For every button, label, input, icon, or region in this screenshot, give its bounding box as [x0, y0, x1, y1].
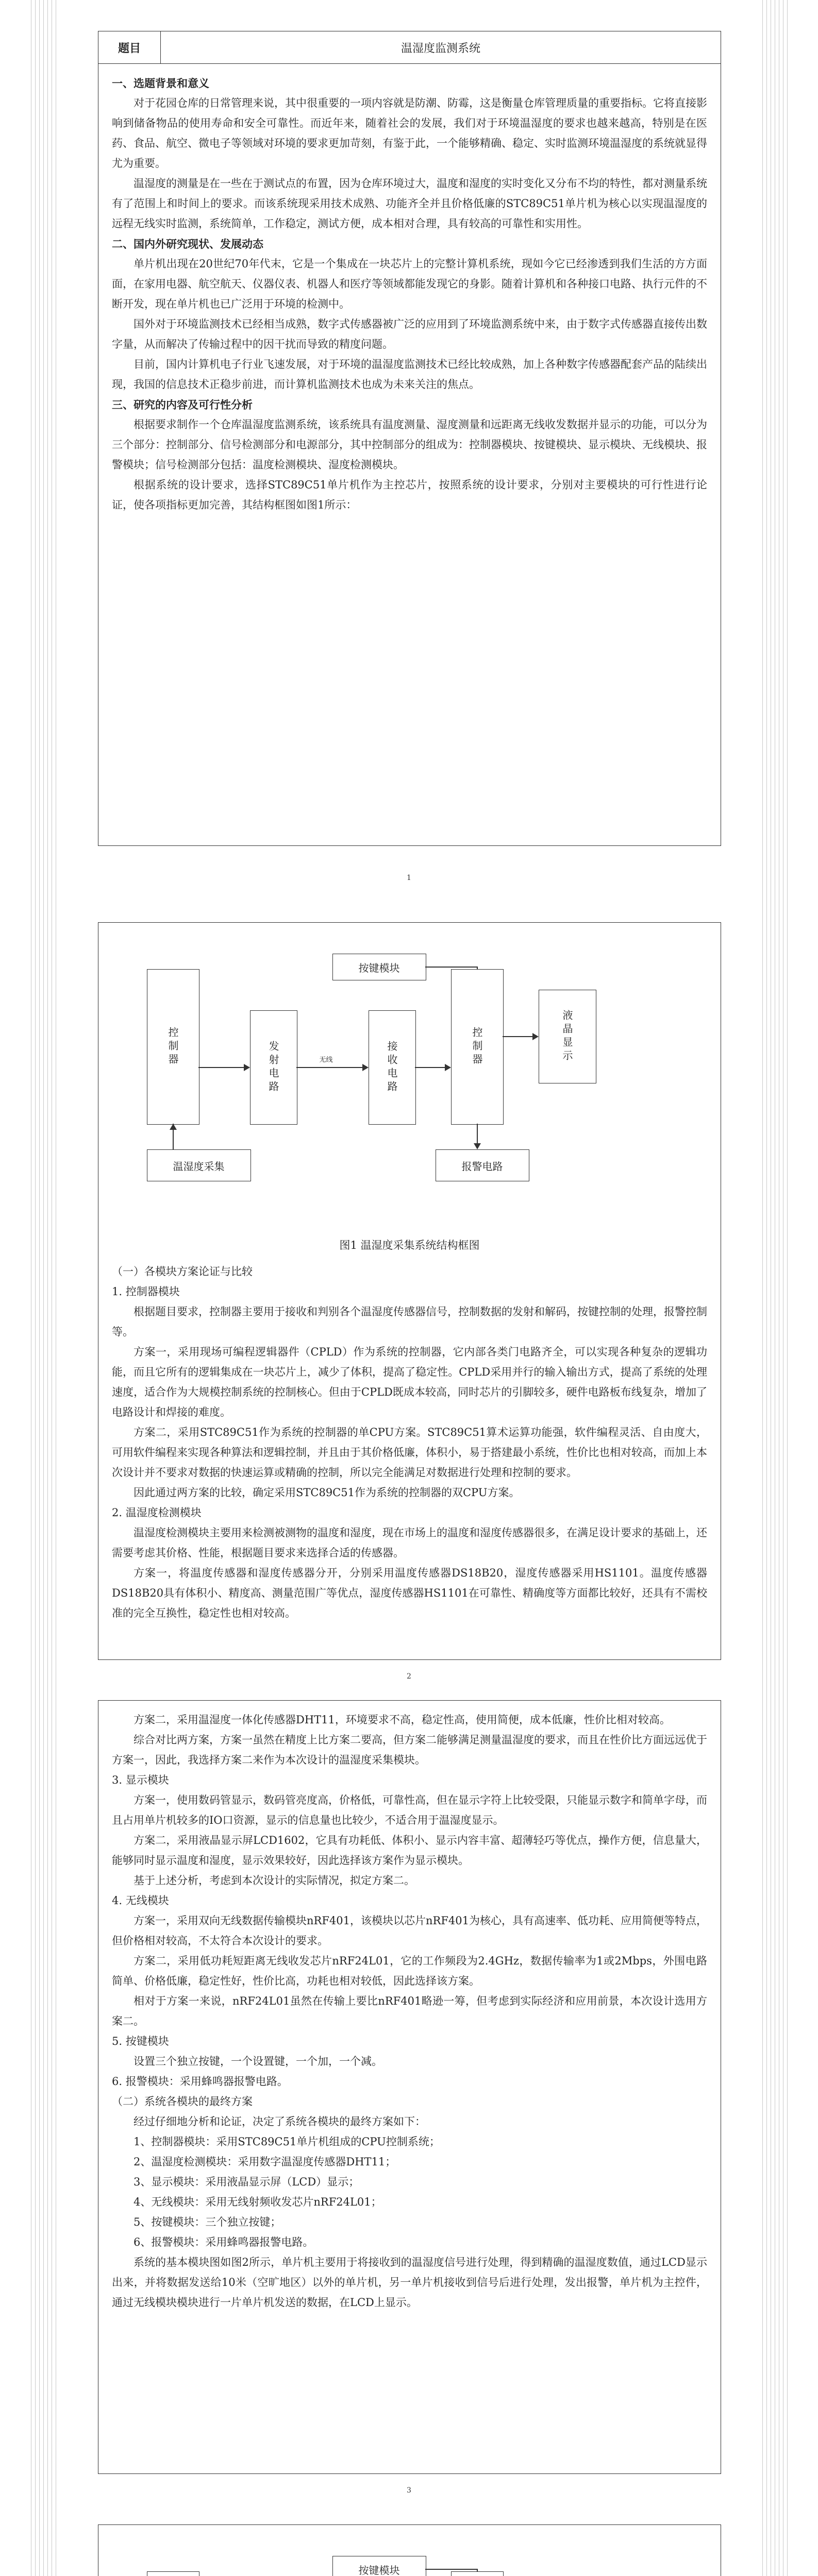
alarm-box — [436, 1149, 529, 1181]
paragraph: 温湿度的测量是在一些在于测试点的布置，因为仓库环境过大，温度和湿度的实时变化又分布不均的特性，都对测量系统有了范围上和时间上的要求。而该系统现采用技术成熟、功能齐全并且价格低廉的STC89C51单片机为核心以实现温湿度的远程无线实时监测，系统简单，工作稳定，测试方便，成本相对合理，具有较高的可靠性和实用性。 — [112, 177, 707, 230]
sensor-label: 温湿度采集 — [173, 1160, 225, 1173]
figure-1-caption: 图1 温湿度采集系统结构框图 — [339, 1239, 480, 1251]
page-3 — [98, 1700, 721, 2474]
paragraph: 设置三个独立按键，一个设置键，一个加，一个减。 — [133, 2055, 382, 2067]
subsection-heading: 2. 温湿度检测模块 — [112, 1506, 202, 1519]
page-3-content — [98, 1701, 721, 2313]
lcd-label: 液晶显示 — [561, 1010, 573, 1063]
page-2-content — [98, 1252, 721, 1623]
paragraph: 5、按键模块：三个独立按键； — [133, 2216, 281, 2228]
paragraph: 4、无线模块：采用无线射频收发芯片nRF24L01； — [133, 2196, 382, 2208]
paragraph: 对于花园仓库的日常管理来说，其中很重要的一项内容就是防潮、防霉，这是衡量仓库管理质量的重要指标。它将直接影响到储备物品的使用寿命和安全可靠性。而近年来，随着社会的发展，我们对于环境温湿度的要求也越来越高，特别是在医药、食品、航空、微电子等领域对环境的要求更加苛刻，有鉴于此，一个能够精确、稳定、实时监测环境温湿度的系统就显得尤为重要。 — [112, 97, 707, 170]
subsection-heading: 5. 按键模块 — [112, 2035, 169, 2047]
page-number-2: 2 — [407, 1672, 411, 1681]
subsection-heading: （一）各模块方案论证与比较 — [112, 1265, 253, 1278]
paragraph: 2、温湿度检测模块：采用数字温湿度传感器DHT11； — [133, 2156, 396, 2168]
paragraph: 根据题目要求，控制器主要用于接收和判别各个温湿度传感器信号，控制数据的发射和解码，按键控制的处理，报警控制等。 — [112, 1306, 707, 1338]
subsection-heading: 4. 无线模块 — [112, 1894, 169, 1907]
tx-circuit-label: 发射电路 — [267, 1041, 279, 1094]
subsection-heading: 3. 显示模块 — [112, 1774, 169, 1786]
lcd-box — [539, 990, 596, 1083]
keypad-label: 按键模块 — [358, 961, 400, 974]
document-title: 温湿度监测系统 — [400, 42, 480, 55]
tx-circuit-box — [250, 1010, 297, 1125]
paragraph: 1、控制器模块：采用STC89C51单片机组成的CPU控制系统； — [133, 2136, 440, 2148]
page-number-1: 1 — [407, 874, 411, 882]
keypad-box — [332, 954, 426, 980]
sensor-box — [147, 1149, 251, 1181]
wireless-label: 无线 — [319, 1056, 333, 1064]
section-heading: 二、国内外研究现状、发展动态 — [112, 238, 263, 250]
paragraph: 根据要求制作一个仓库温湿度监测系统，该系统具有温度测量、湿度测量和远距离无线收发数据并显示的功能，可以分为三个部分：控制部分、信号检测部分和电源部分，其中控制部分的组成为：控制器模块、按键模块、显示模块、无线模块、报警模块；信号检测部分包括：温度检测模块、湿度检测模块。 — [112, 418, 707, 471]
mcu1-box — [147, 2571, 199, 2576]
paragraph: 方案一，采用现场可编程逻辑器件（CPLD）作为系统的控制器，它内部各类门电路齐全，可以实现各种复杂的逻辑功能，而且它所有的逻辑集成在一块芯片上，减少了体积，提高了稳定性。CPLD采用并行的输入输出方式，提高了系统的处理速度，适合作为大规模控制系统的控制核心。但由于CPLD既成本较高，同时芯片的引脚较多，硬件电路板布线复杂，增加了电路设计和焊接的难度。 — [112, 1346, 707, 1418]
paragraph: 系统的基本模块图如图2所示，单片机主要用于将接收到的温湿度信号进行处理，得到精确的温湿度数值，通过LCD显示出来，并将数据发送给10米（空旷地区）以外的单片机，另一单片机接收到信号后进行处理，发出报警，单片机为主控件，通过无线模块模块进行一片单片机发送的数据，在LCD上显示。 — [112, 2256, 707, 2309]
controller-box — [147, 969, 199, 1125]
section-heading: 三、研究的内容及可行性分析 — [112, 398, 253, 411]
title-row — [98, 31, 721, 64]
paragraph: 综合对比两方案，方案一虽然在精度上比方案二要高，但方案二能够满足测量温湿度的要求，而且在性价比方面远远优于方案一，因此，我选择方案二来作为本次设计的温湿度采集模块。 — [112, 1734, 707, 1766]
paragraph: 温湿度检测模块主要用来检测被测物的温度和湿度，现在市场上的温度和湿度传感器很多，在满足设计要求的基础上，还需要考虑其价格、性能，根据题目要求来选择合适的传感器。 — [112, 1527, 707, 1559]
paragraph: 国外对于环境监测技术已经相当成熟，数字式传感器被广泛的应用到了环境监测系统中来，由于数字式传感器直接传出数字量，从而解决了传输过程中的因干扰而导致的精度问题。 — [112, 318, 707, 350]
paragraph: 方案一，使用数码管显示，数码管亮度高，价格低，可靠性高，但在显示字符上比较受限，只能显示数字和简单字母，而且占用单片机较多的IO口资源，显示的信息量也比较少，不适合用于温湿度显示。 — [112, 1794, 707, 1826]
figure-1-structure-diagram — [126, 948, 693, 1216]
subsection-heading: 6. 报警模块：采用蜂鸣器报警电路。 — [112, 2075, 288, 2088]
paragraph: 目前，国内计算机电子行业飞速发展，对于环境的温湿度监测技术已经比较成熟，加上各种数字传感器配套产品的陆续出现，我国的信息技术正稳步前进，而计算机监测技术也成为未来关注的焦点。 — [112, 358, 707, 391]
rx-circuit-box — [369, 1010, 416, 1125]
mcu2-box — [451, 2571, 504, 2576]
paragraph: 3、显示模块：采用液晶显示屏（LCD）显示； — [133, 2176, 360, 2188]
alarm-label: 报警电路 — [461, 1160, 503, 1173]
paragraph: 方案一，将温度传感器和湿度传感器分开，分别采用温度传感器DS18B20，湿度传感器采用HS1101。温度传感器DS18B20具有体积小、精度高、测量范围广等优点，湿度传感器HS1101在可靠性、精确度等方面都比较好，还具有不需校准的完全互换性，稳定性也相对较高。 — [112, 1567, 707, 1619]
figure-2-module-diagram — [126, 2551, 693, 2576]
page-number-3: 3 — [407, 2486, 411, 2495]
title-label: 题目 — [98, 31, 161, 63]
paragraph: 单片机出现在20世纪70年代末，它是一个集成在一块芯片上的完整计算机系统，现如今它已经渗透到我们生活的方方面面，在家用电器、航空航天、仪器仪表、机器人和医疗等领域都能发现它的身影。随着计算机和各种接口电路、执行元件的不断开发，现在单片机也已广泛用于环境的检测中。 — [112, 258, 707, 310]
left-edge-lines — [31, 0, 62, 2576]
subsection-heading: 1. 控制器模块 — [112, 1285, 180, 1298]
subsection-heading: （二）系统各模块的最终方案 — [112, 2095, 253, 2108]
paragraph: 根据系统的设计要求，选择STC89C51单片机作为主控芯片，按照系统的设计要求，分别对主要模块的可行性进行论证，使各项指标更加完善，其结构框图如图1所示： — [112, 479, 707, 511]
page-4 — [98, 2524, 721, 2576]
paragraph: 基于上述分析，考虑到本次设计的实际情况，拟定方案二。 — [133, 1874, 415, 1887]
paragraph: 方案二，采用STC89C51作为系统的控制器的单CPU方案。STC89C51算术运算功能强，软件编程灵活、自由度大，可用软件编程来实现各种算法和逻辑控制，并且由于其价格低廉，体积小，易于搭建最小系统，性价比也相对较高，而加上本次设计并不要求对数据的快速运算或精确的控制，所以完全能满足对数据进行处理和控制的要求。 — [112, 1426, 707, 1479]
paragraph: 方案二，采用低功耗短距离无线收发芯片nRF24L01，它的工作频段为2.4GHz，数据传输率为1或2Mbps，外围电路简单、价格低廉，稳定性好，性价比高，功耗也相对较低，因此选择该方案。 — [112, 1955, 707, 1987]
paragraph: 方案二，采用液晶显示屏LCD1602，它具有功耗低、体积小、显示内容丰富、超薄轻巧等优点，操作方便，信息量大，能够同时显示温度和湿度，显示效果较好，因此选择该方案作为显示模块。 — [112, 1834, 707, 1867]
right-edge-lines — [756, 0, 787, 2576]
paragraph: 经过仔细地分析和论证，决定了系统各模块的最终方案如下： — [133, 2115, 426, 2128]
controller2-box — [451, 969, 504, 1125]
paragraph: 因此通过两方案的比较，确定采用STC89C51作为系统的控制器的双CPU方案。 — [133, 1486, 520, 1499]
section-heading: 一、选题背景和意义 — [112, 77, 209, 90]
keypad-label-2: 按键模块 — [358, 2564, 400, 2576]
paragraph: 相对于方案一来说，nRF24L01虽然在传输上要比nRF401略逊一筹，但考虑到实际经济和应用前景，本次设计选用方案二。 — [112, 1995, 707, 2027]
controller-label: 控制器 — [166, 1027, 179, 1067]
paragraph: 方案一，采用双向无线数据传输模块nRF401，该模块以芯片nRF401为核心，具有高速率、低功耗、应用简便等特点，但价格相对较高，不太符合本次设计的要求。 — [112, 1914, 707, 1947]
page-1-content — [98, 64, 721, 515]
paragraph: 方案二，采用温湿度一体化传感器DHT11，环境要求不高，稳定性高，使用简便，成本低廉，性价比相对较高。 — [133, 1714, 671, 1726]
keypad-box-2 — [332, 2556, 426, 2576]
page-2 — [98, 922, 721, 1660]
paragraph: 6、报警模块：采用蜂鸣器报警电路。 — [133, 2236, 314, 2248]
controller2-label: 控制器 — [471, 1027, 483, 1067]
page-1 — [98, 31, 721, 846]
rx-circuit-label: 接收电路 — [386, 1041, 398, 1094]
